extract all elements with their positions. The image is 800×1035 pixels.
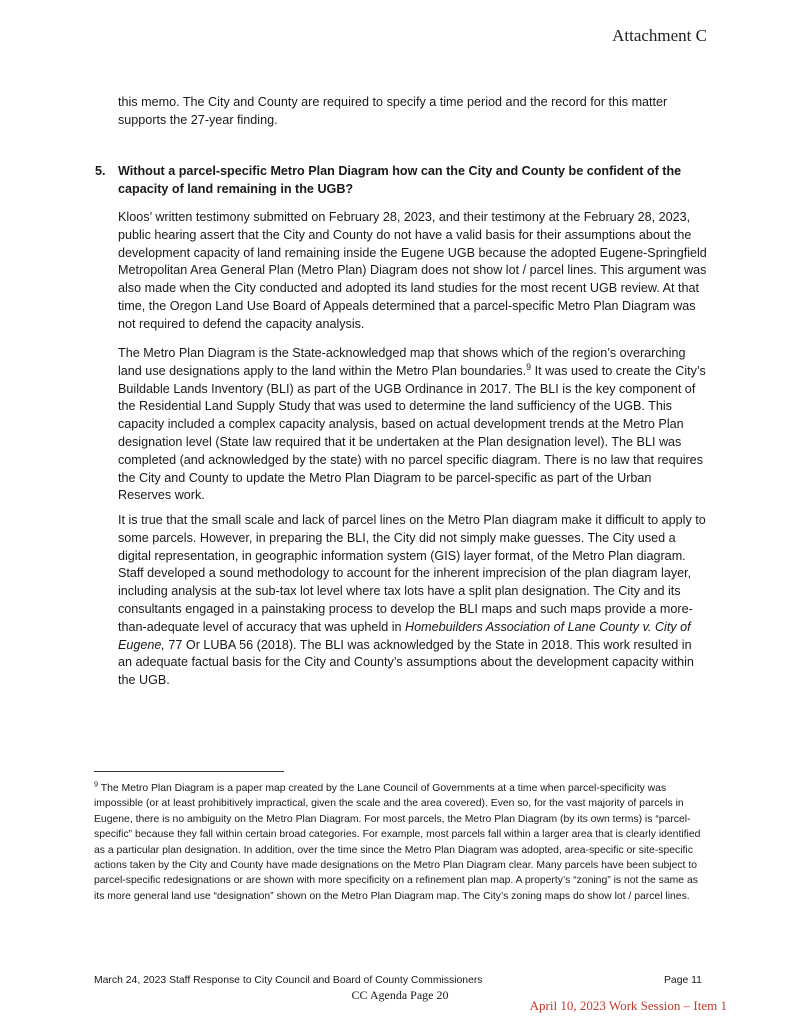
paragraph-text: It was used to create the City’s Buildable Lands Inventory (BLI) as part of the UGB Ordinance in 2017. The BLI is the key component of the Residential Land Supply Study that was used to determine the land sufficiency of the UGB. This capacity included a complex capacity analysis, based on actual development trends at the Metro Plan designation level (State law required that it be undertaken at the Plan designation level). The BLI was completed (and acknowledged by the state) with no parcel specific diagram. There is no law that requires the City and County to update the Metro Plan Diagram to be parcel-specific as part of the Urban Reserves work. [118,363,706,503]
paragraph-metro-plan-diagram [118,345,708,505]
footnote-text: The Metro Plan Diagram is a paper map created by the Lane Council of Governments at a time when parcel-specificity was impossible (or at least prohibitively impractical, given the scale and the area covered). Even so, for the vast majority of parcels in Eugene, there is no ambiguity on the Metro Plan Diagram. For most parcels, the Metro Plan Diagram (by its own terms) is “parcel-specific” because they fall within certain broad categories. For example, most parcels fall within a larger area that is clearly identified as a particular plan designation. In addition, over the time since the Metro Plan Diagram was adopted, area-specific or site-specific actions taken by the City and County have made designations on the Metro Plan Diagram clear. Many parcels have been subject to parcel-specific redesignations or are shown with more specificity on a refinement plan map. A property’s “zoning” is not the same as its more general land use “designation” shown on the Metro Plan Diagram map. The City’s zoning maps do show lot / parcel lines. [94,783,701,902]
footer-document-title: March 24, 2023 Staff Response to City Council and Board of County Commissioners [94,975,483,986]
intro-continuation-paragraph: this memo. The City and County are required to specify a time period and the record for this matter supports the 27-year finding. [118,95,668,127]
question-heading: Without a parcel-specific Metro Plan Diagram how can the City and County be confident of the capacity of land remaining in the UGB? [118,164,682,196]
footer-work-session-stamp: April 10, 2023 Work Session – Item 1 [529,998,727,1013]
paragraph-text: It is true that the small scale and lack of parcel lines on the Metro Plan diagram make it difficult to apply to some parcels. However, in preparing the BLI, the City did not simply make guesses. The City used a digital representation, in geographic information system (GIS) layer format, of the Metro Plan diagram. Staff developed a sound methodology to account for the inherent imprecision of the plan diagram layer, including analysis at the sub-tax lot level where tax lots have a split plan designation. The City and its consultants engaged in a painstaking process to develop the BLI maps and such maps provide a more-than-adequate level of accuracy that was upheld in [118,513,706,634]
footnote-divider [94,771,284,772]
footer-page-number: Page 11 [664,975,702,986]
footer-agenda-page: CC Agenda Page 20 [351,988,449,1002]
paragraph-bli-methodology [118,512,708,690]
question-number: 5. [95,164,106,178]
footnote-reference[interactable]: 9 [526,361,532,372]
paragraph-text: The Metro Plan Diagram is the State-acknowledged map that shows which of the region’s overarching land use designations apply to the land within the Metro Plan boundaries. [118,346,686,378]
footnote [94,781,708,904]
paragraph-text: 77 Or LUBA 56 (2018). The BLI was acknowledged by the State in 2018. This work resulted in an adequate factual basis for the City and County’s assumptions about the development capacity within the UGB. [118,637,694,688]
paragraph-kloos-testimony: Kloos’ written testimony submitted on February 28, 2023, and their testimony at the February 28, 2023, public hearing assert that the City and County do not have a valid basis for their assumptions about the development capacity of land remaining inside the Eugene UGB because the adopted Eugene-Springfield Metropolitan Area General Plan (Metro Plan) Diagram does not show lot / parcel lines. This argument was also made when the City conducted and adopted its land studies for the most recent UGB review. At that time, the Oregon Land Use Board of Appeals determined that a parcel-specific Metro Plan Diagram was not required to defend the capacity analysis. [118,210,707,331]
footnote-number: 9 [94,779,99,789]
case-citation: Homebuilders Association of Lane County v. City of Eugene, [118,619,691,652]
attachment-label: Attachment C [612,26,707,45]
